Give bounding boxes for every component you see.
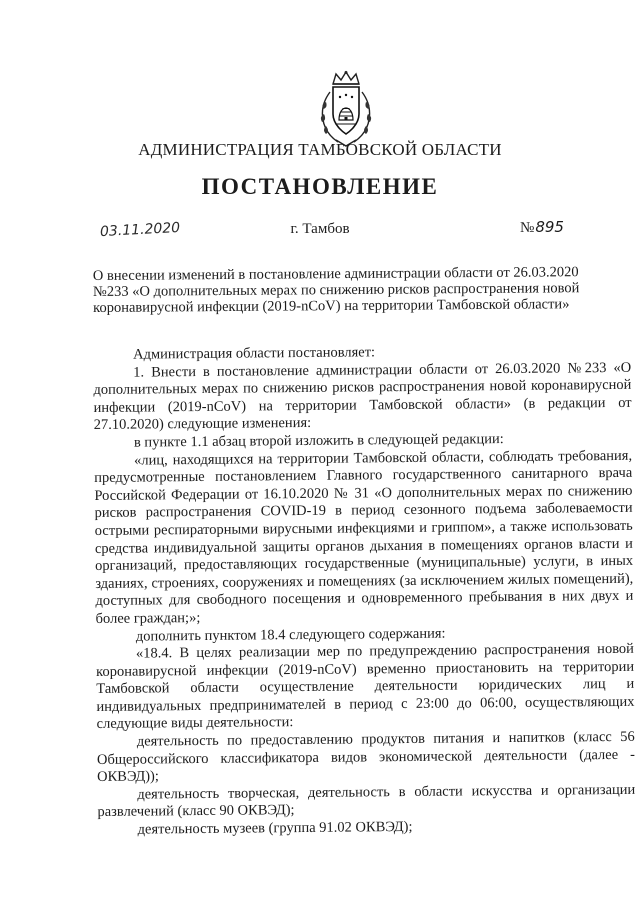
- subject-line: О внесении изменений в постановление администрации области от 26.03.2020: [92, 264, 579, 285]
- document-subject: [93, 264, 605, 316]
- body-paragraph: в пункте 1.1 абзац второй изложить в следующей редакции:: [133, 431, 504, 451]
- body-paragraph: «18.4. В целях реализации мер по предупреждению распространения новой коронавирусной инфекции (2019-nCoV) временно приостановить на территории Тамбовской области осуществление деятельности юридических лиц и индивидуальных предпринимателей в период с 23:00 до 06:00, осуществляющих следующие виды деятельности:: [96, 640, 635, 733]
- body-paragraph: деятельность по предоставлению продуктов питания и напитков (класс 56 Общероссийского классификатора видов экономической деятельности (далее - ОКВЭД));: [96, 728, 636, 786]
- subject-line: №233 «О дополнительных мерах по снижению рисков распространения новой: [92, 280, 580, 301]
- document-number: [520, 218, 564, 237]
- body-paragraph: деятельность музеев (группа 91.02 ОКВЭД);: [137, 818, 413, 838]
- body-paragraph: 1. Внести в постановление администрации области от 26.03.2020 №233 «О дополнительных мерах по снижению рисков распространения новой коронавирусной инфекции (2019-nCoV) на территории Тамбовской области» (в редакции от 27.10.2020) следующие изменения:: [93, 359, 632, 434]
- subject-line: коронавирусной инфекции (2019-nCoV) на территории Тамбовской области»: [93, 296, 570, 317]
- body-paragraph: Администрация области постановляет:: [132, 344, 376, 363]
- organization-title: АДМИНИСТРАЦИЯ ТАМБОВСКОЙ ОБЛАСТИ: [138, 140, 502, 159]
- tambov-coat-of-arms-icon: [316, 70, 376, 150]
- handwritten-number: 895: [535, 218, 564, 236]
- document-type-title: ПОСТАНОВЛЕНИЕ: [201, 174, 439, 199]
- body-paragraph: «лиц, находящихся на территории Тамбовской области, соблюдать требования, предусмотренные постановлением Главного государственного санитарного врача Российской Федерации от 16.10.2020 № 31 «О дополнительных мерах по снижению рисков распространения COVID-19 в период сезонного подъема заболеваемости острыми респираторными вирусными инфекциями и гриппом», а также использовать средства индивидуальной защиты органов дыхания в помещениях органов власти и организаций, предоставляющих государственные (муниципальные) услуги, в иных зданиях, строениях, сооружениях и помещениях (за исключением жилых помещений), доступных для свободного посещения и одновременного пребывания в них двух и более граждан;»;: [94, 447, 634, 627]
- number-prefix: №: [520, 220, 535, 236]
- city-label: г. Тамбов: [290, 221, 350, 237]
- body-paragraph: деятельность творческая, деятельность в области искусства и организации развлечений (класс 90 ОКВЭД);: [97, 781, 636, 821]
- body-paragraph: дополнить пунктом 18.4 следующего содержания:: [135, 625, 446, 645]
- document-body: [93, 342, 636, 840]
- handwritten-date: 03.11.2020: [99, 219, 181, 241]
